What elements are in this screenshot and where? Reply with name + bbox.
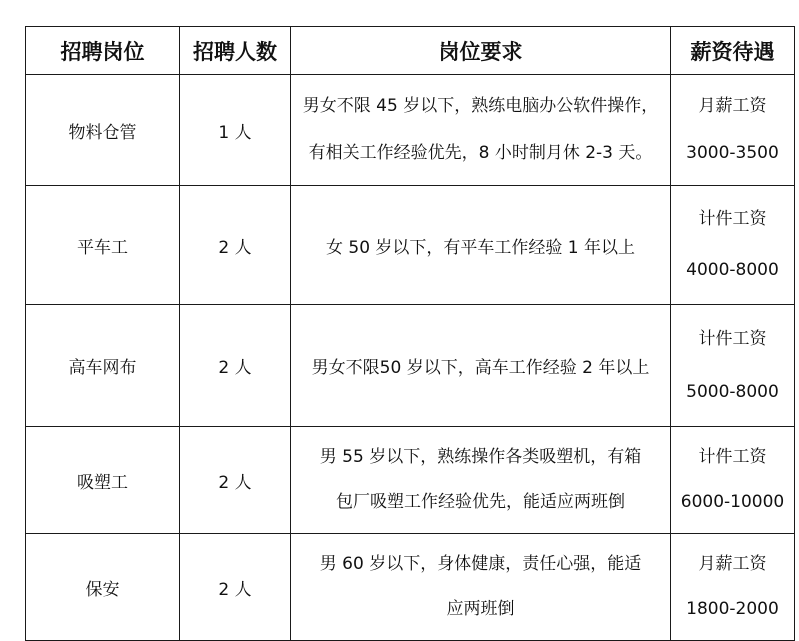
- requirements-cell: [291, 534, 671, 641]
- salary-cell: [671, 427, 795, 534]
- table-row: [26, 305, 795, 427]
- table-row: [26, 75, 795, 186]
- requirements-line: 女 50 岁以下，有平车工作经验 1 年以上: [325, 237, 636, 258]
- requirements-cell: [291, 305, 671, 427]
- table-row: [26, 427, 795, 534]
- count-cell: 2 人: [180, 427, 291, 534]
- header-position: 招聘岗位: [26, 27, 180, 75]
- salary-cell: [671, 75, 795, 186]
- salary-range: 5000-8000: [686, 381, 779, 402]
- requirements-cell: [291, 186, 671, 305]
- count-cell: 2 人: [180, 534, 291, 641]
- recruitment-table: [25, 26, 795, 641]
- requirements-line: 男女不限 45 岁以下，熟练电脑办公软件操作，: [302, 96, 659, 117]
- salary-cell: [671, 534, 795, 641]
- table-row: [26, 534, 795, 641]
- requirements-cell: [291, 75, 671, 186]
- salary-type: 计件工资: [698, 329, 767, 350]
- requirements-line: 包厂吸塑工作经验优先，能适应两班倒: [336, 492, 625, 513]
- salary-range: 3000-3500: [686, 143, 779, 164]
- salary-type: 月薪工资: [698, 554, 767, 575]
- requirements-line: 应两班倒: [446, 599, 515, 620]
- salary-type: 计件工资: [698, 447, 767, 468]
- salary-range: 1800-2000: [686, 599, 779, 620]
- salary-range: 6000-10000: [680, 492, 785, 513]
- header-salary: 薪资待遇: [671, 27, 795, 75]
- recruitment-table-container: [25, 26, 794, 641]
- requirements-line: 男 60 岁以下，身体健康，责任心强，能适: [319, 554, 642, 575]
- position-cell: 保安: [26, 534, 180, 641]
- salary-type: 计件工资: [698, 209, 767, 230]
- table-header-row: [26, 27, 795, 75]
- salary-range: 4000-8000: [686, 260, 779, 281]
- count-cell: 2 人: [180, 186, 291, 305]
- position-cell: 物料仓管: [26, 75, 180, 186]
- position-cell: 吸塑工: [26, 427, 180, 534]
- header-requirements: 岗位要求: [291, 27, 671, 75]
- salary-cell: [671, 186, 795, 305]
- count-cell: 1 人: [180, 75, 291, 186]
- requirements-line: 男女不限50 岁以下，高车工作经验 2 年以上: [311, 358, 650, 378]
- salary-cell: [671, 305, 795, 427]
- salary-type: 月薪工资: [698, 96, 767, 117]
- count-cell: 2 人: [180, 305, 291, 427]
- requirements-line: 男 55 岁以下，熟练操作各类吸塑机，有箱: [319, 447, 642, 468]
- header-count: 招聘人数: [180, 27, 291, 75]
- requirements-cell: [291, 427, 671, 534]
- position-cell: 平车工: [26, 186, 180, 305]
- position-cell: 高车网布: [26, 305, 180, 427]
- requirements-line: 有相关工作经验优先，8 小时制月休 2-3 天。: [308, 143, 653, 164]
- table-row: [26, 186, 795, 305]
